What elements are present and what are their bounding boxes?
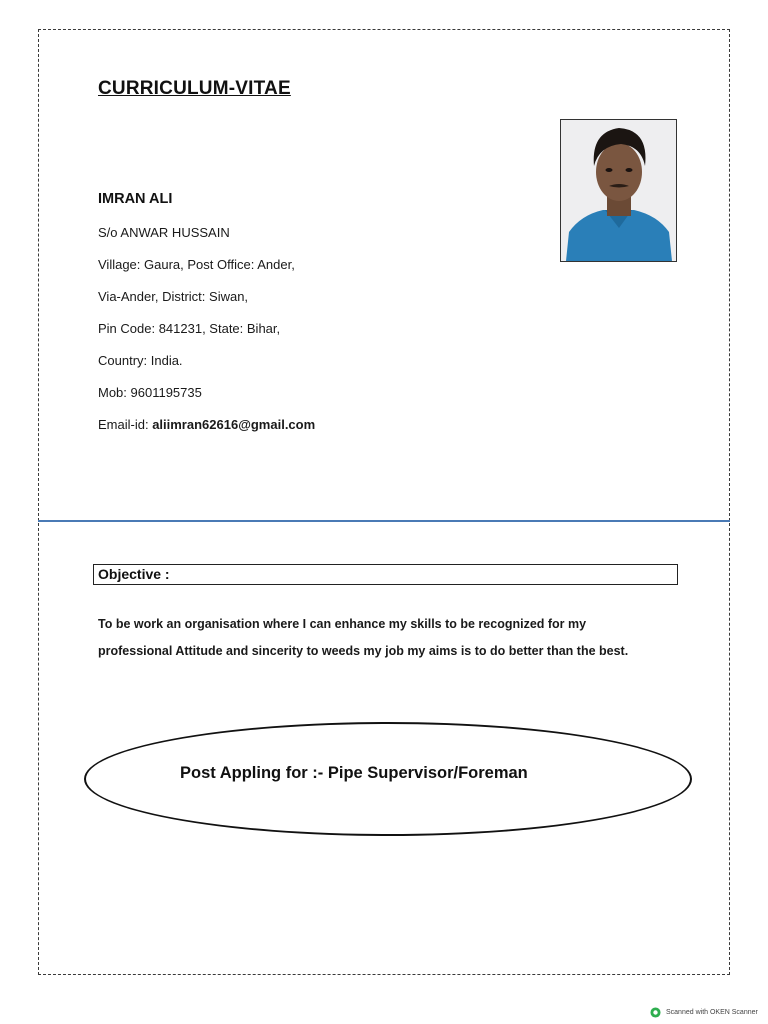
address-line-pincode: Pin Code: 841231, State: Bihar,	[98, 321, 281, 336]
scanner-watermark	[650, 1007, 758, 1018]
address-line-village: Village: Gaura, Post Office: Ander,	[98, 257, 295, 272]
candidate-name: IMRAN ALI	[98, 191, 173, 207]
email-label: Email-id:	[98, 417, 153, 432]
objective-line-2: professional Attitude and sincerity to weeds my job my aims is to do better than the best.	[98, 644, 629, 658]
email-value: aliimran62616@gmail.com	[152, 417, 316, 432]
address-line-parent: S/o ANWAR HUSSAIN	[98, 225, 230, 240]
objective-line-1: To be work an organisation where I can enhance my skills to be recognized for my	[98, 617, 587, 631]
document-title: CURRICULUM-VITAE	[98, 78, 291, 99]
post-applying-text: Post Appling for :- Pipe Supervisor/Foreman	[180, 764, 528, 782]
scanner-text: Scanned with OKEN Scanner	[666, 1009, 758, 1016]
mobile-number: Mob: 9601195735	[98, 385, 202, 400]
address-line-district: Via-Ander, District: Siwan,	[98, 289, 249, 304]
email-line	[98, 417, 315, 432]
scanner-logo-icon	[650, 1007, 661, 1018]
section-divider	[38, 520, 730, 522]
portrait-photo-icon	[561, 120, 676, 261]
address-line-country: Country: India.	[98, 353, 183, 368]
objective-heading: Objective :	[93, 564, 678, 585]
profile-photo	[560, 119, 677, 262]
